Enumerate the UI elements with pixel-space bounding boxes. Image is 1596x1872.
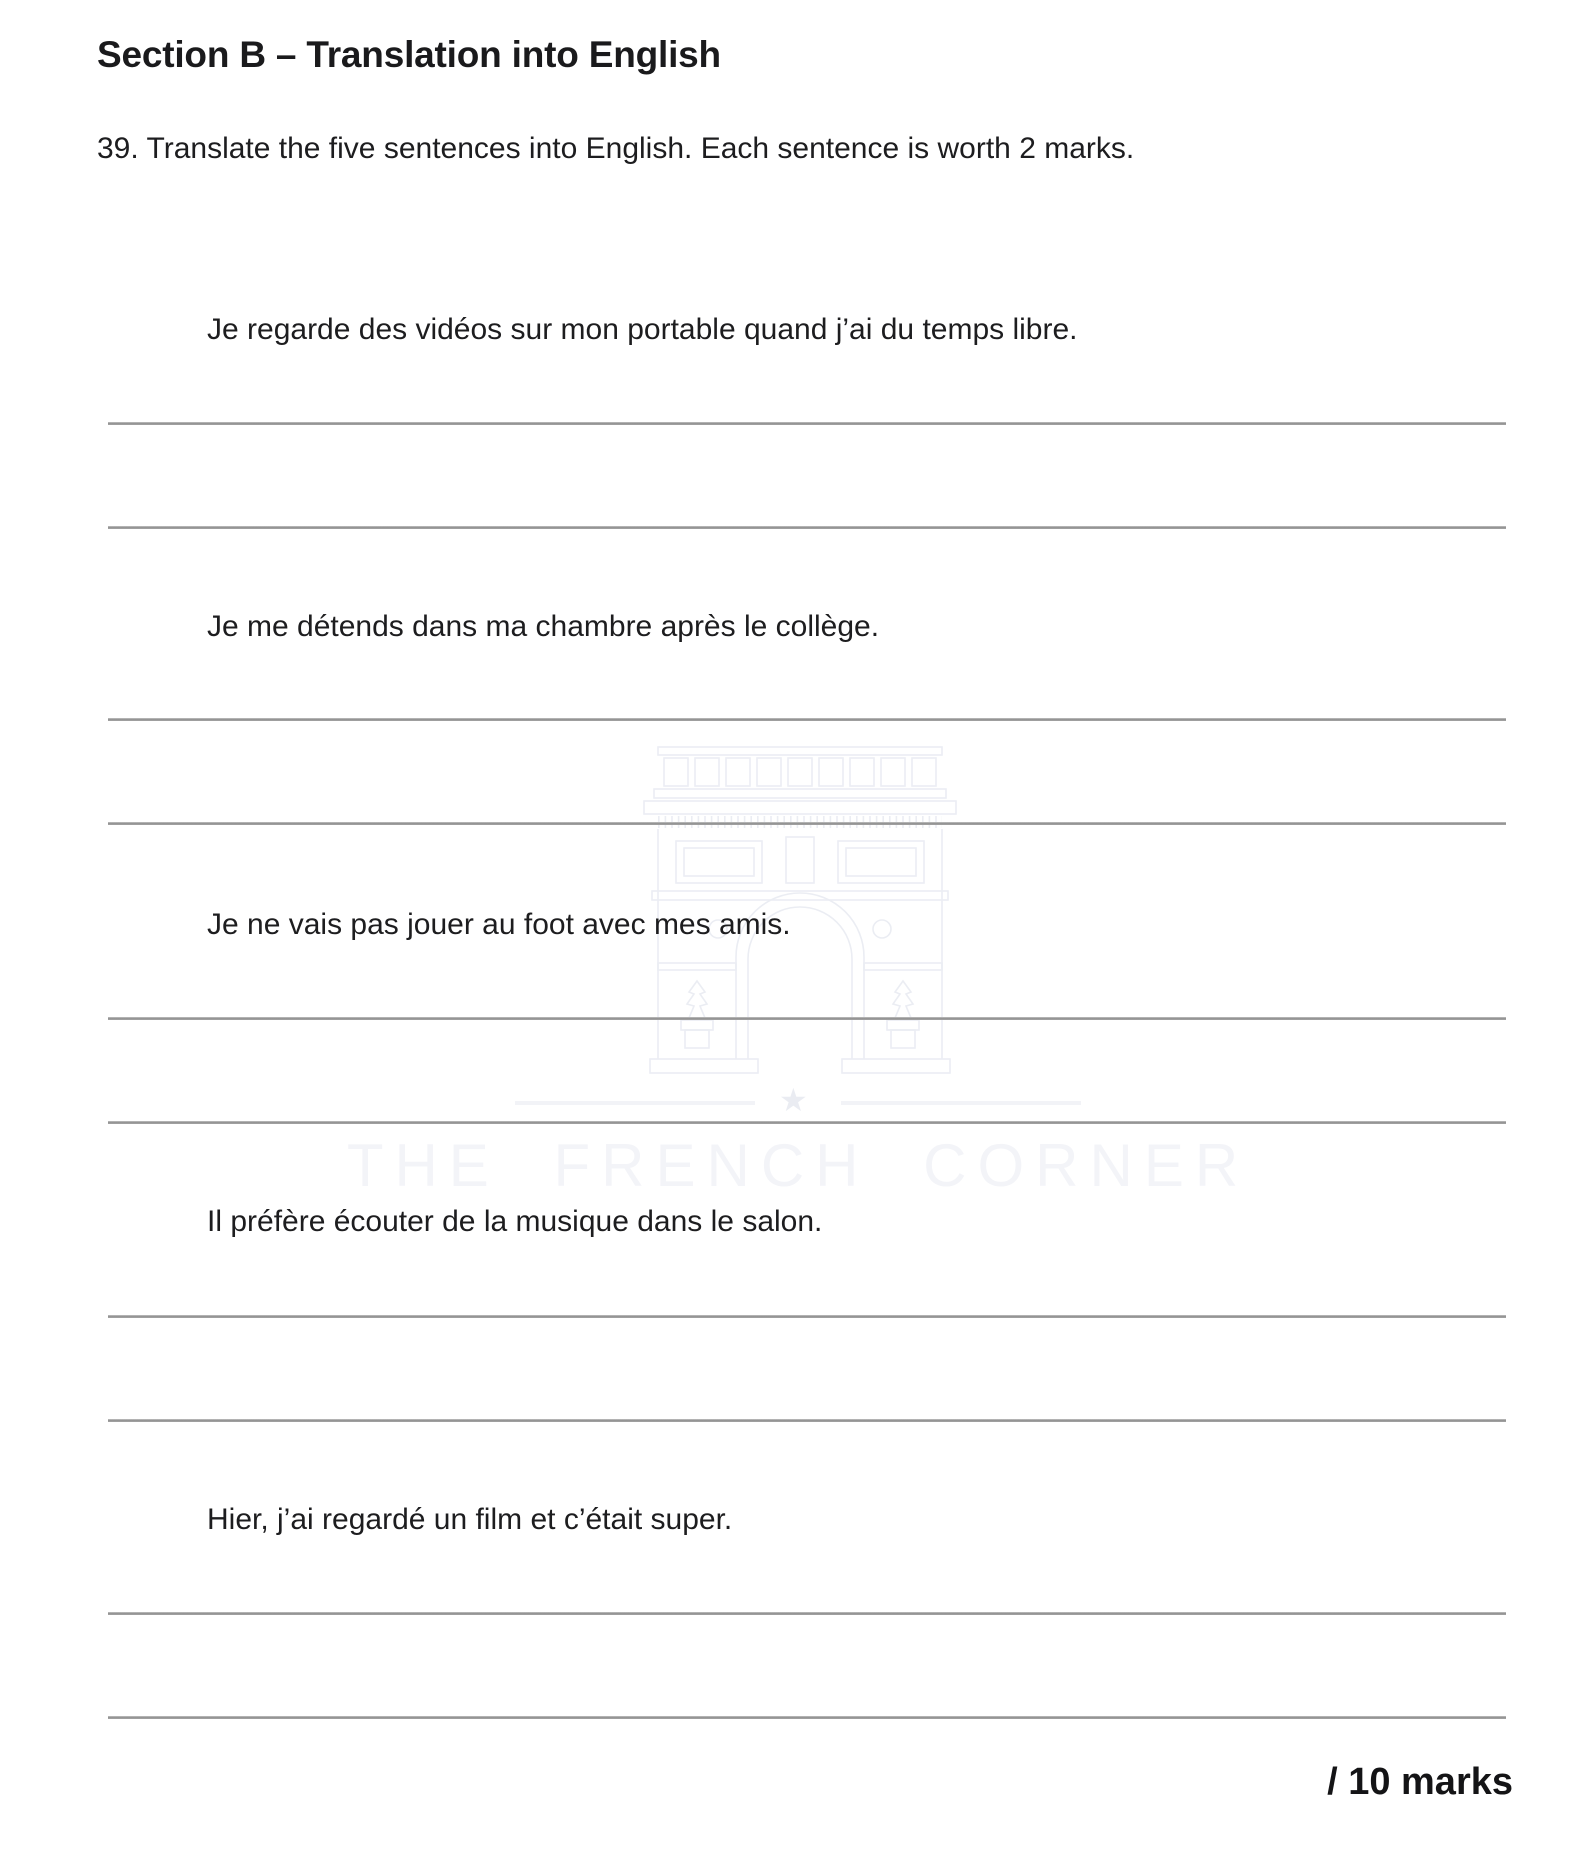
answer-line: [108, 1315, 1506, 1318]
answer-line: [108, 526, 1506, 529]
answer-line: [108, 718, 1506, 721]
watermark-brand-text: THE FRENCH CORNER: [346, 1132, 1250, 1199]
total-marks: / 10 marks: [1327, 1761, 1513, 1803]
answer-line: [108, 1716, 1506, 1719]
question-instruction: 39. Translate the five sentences into English. Each sentence is worth 2 marks.: [97, 132, 1135, 165]
question-sentence: Je me détends dans ma chambre après le collège.: [207, 610, 880, 643]
ornament-divider-left: [515, 1101, 755, 1105]
question-sentence: Il préfère écouter de la musique dans le salon.: [207, 1205, 823, 1238]
answer-line: [108, 1419, 1506, 1422]
question-sentence: Hier, j’ai regardé un film et c’était super.: [207, 1503, 733, 1536]
ornament-divider-right: [841, 1101, 1081, 1105]
answer-line: [108, 422, 1506, 425]
answer-line: [108, 822, 1506, 825]
question-sentence: Je regarde des vidéos sur mon portable quand j’ai du temps libre.: [207, 313, 1078, 346]
answer-line: [108, 1017, 1506, 1020]
question-sentence: Je ne vais pas jouer au foot avec mes amis.: [207, 908, 791, 941]
answer-line: [108, 1612, 1506, 1615]
star-icon: ★: [779, 1082, 808, 1118]
answer-line: [108, 1121, 1506, 1124]
section-title: Section B – Translation into English: [97, 34, 721, 75]
